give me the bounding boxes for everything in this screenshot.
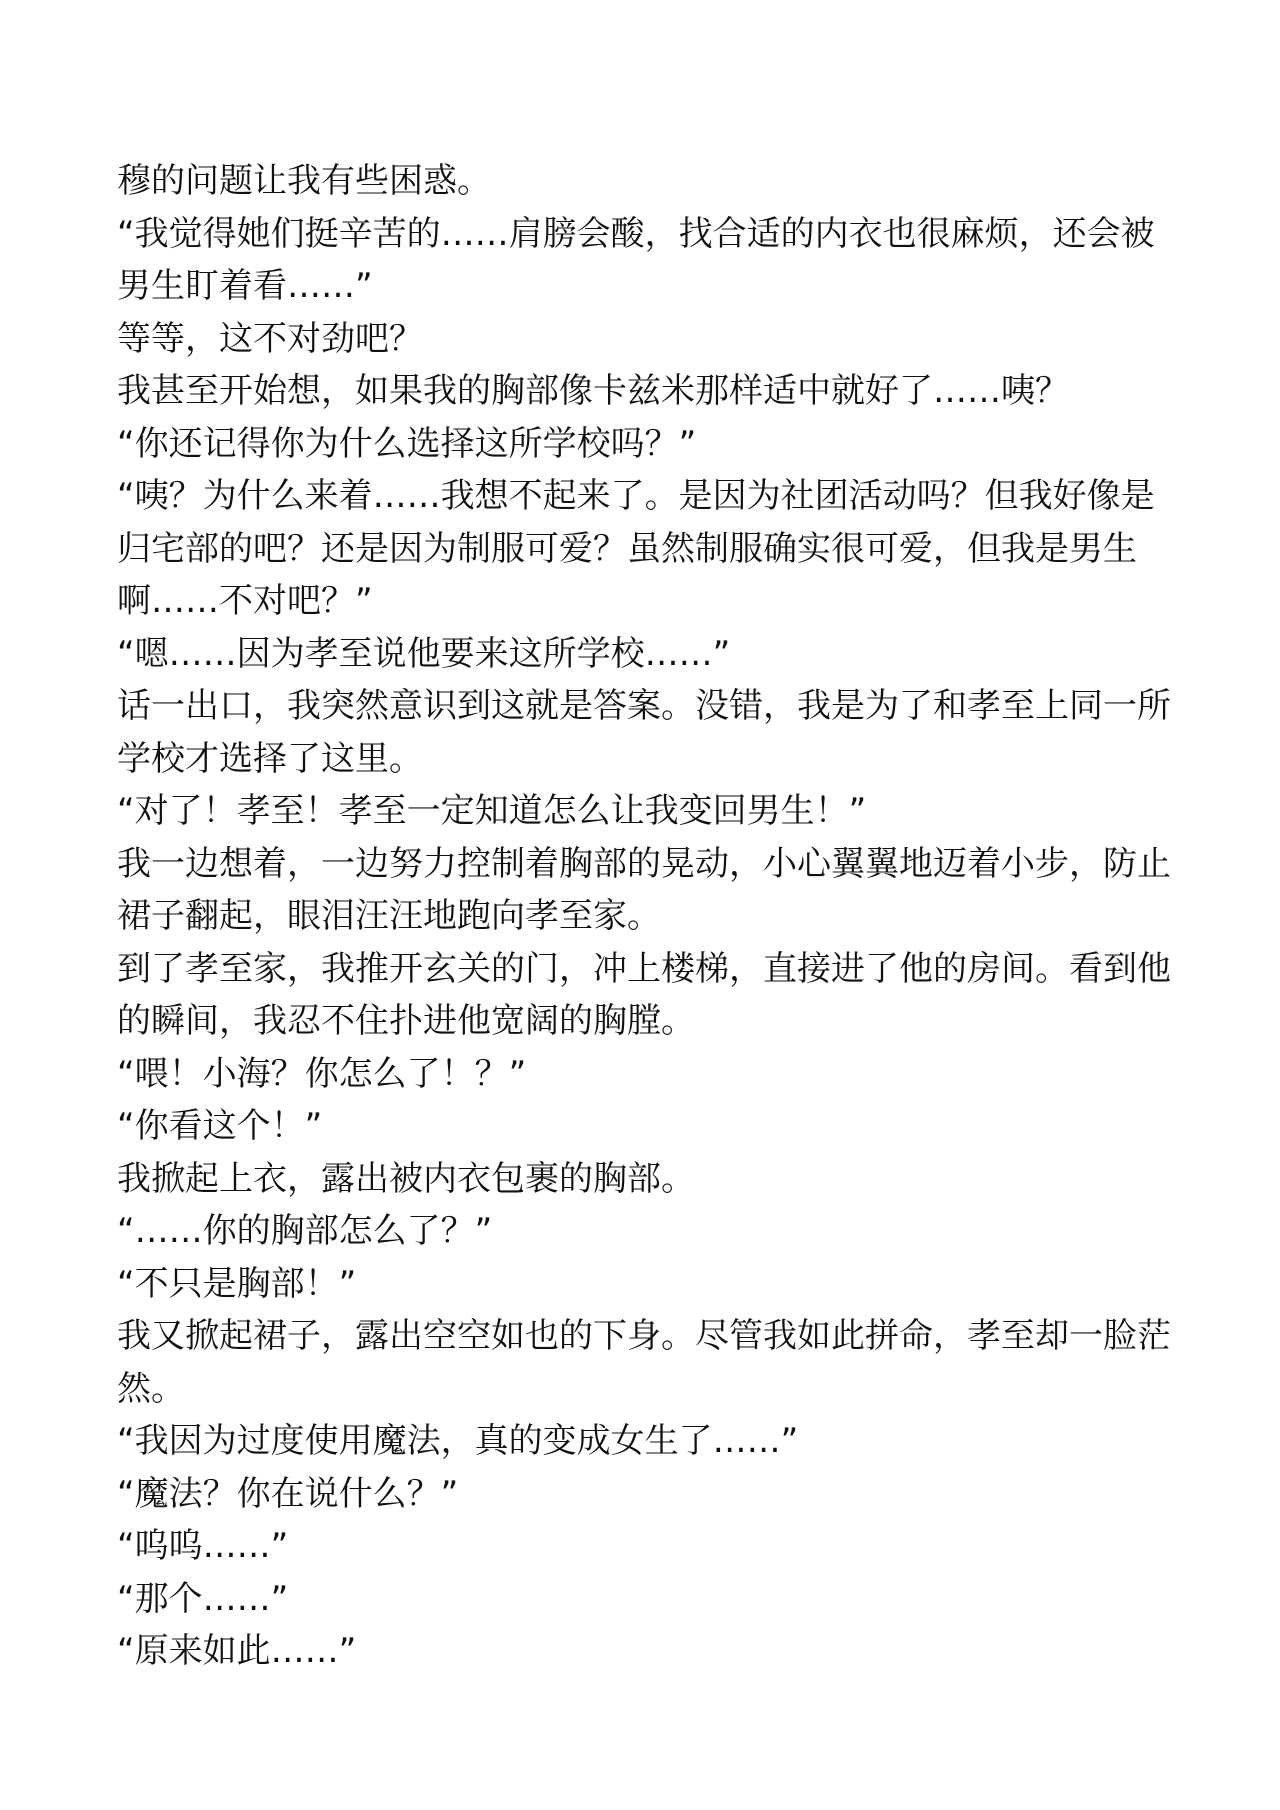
paragraph: 我掀起上衣，露出被内衣包裹的胸部。 (117, 1158, 695, 1199)
paragraph: 等等，这不对劲吧？ (117, 318, 423, 359)
paragraph: “你还记得你为什么选择这所学校吗？” (117, 423, 697, 464)
paragraph: “咦？为什么来着……我想不起来了。是因为社团活动吗？但我好像是归宅部的吧？还是因为制服可爱？虽然制服确实很可爱，但我是男生啊……不对吧？” (117, 476, 1155, 621)
paragraph: 我一边想着，一边努力控制着胸部的晃动，小心翼翼地迈着小步，防止裙子翻起，眼泪汪汪地跑向孝至家。 (117, 843, 1171, 936)
paragraph: “我因为过度使用魔法，真的变成女生了……” (117, 1421, 799, 1461)
paragraph: “嗯……因为孝至说他要来这所学校……” (117, 633, 731, 674)
paragraph: 穆的问题让我有些困惑。 (117, 161, 491, 201)
paragraph: “对了！孝至！孝至一定知道怎么让我变回男生！” (117, 791, 867, 831)
paragraph: 到了孝至家，我推开玄关的门，冲上楼梯，直接进了他的房间。看到他的瞬间，我忍不住扑进他宽阔的胸膛。 (117, 948, 1171, 1041)
paragraph: 我甚至开始想，如果我的胸部像卡兹米那样适中就好了……咦？ (117, 371, 1069, 411)
paragraph: “喂！小海？你怎么了！？” (117, 1053, 527, 1094)
paragraph: “原来如此……” (117, 1631, 357, 1671)
paragraph: “我觉得她们挺辛苦的……肩膀会酸，找合适的内衣也很麻烦，还会被男生盯着看……” (117, 213, 1155, 306)
document-body (117, 155, 1177, 1678)
paragraph: “呜呜……” (117, 1526, 289, 1566)
paragraph: 话一出口，我突然意识到这就是答案。没错，我是为了和孝至上同一所学校才选择了这里。 (117, 686, 1171, 779)
paragraph: 我又掀起裙子，露出空空如也的下身。尽管我如此拼命，孝至却一脸茫然。 (117, 1316, 1171, 1409)
paragraph: “那个……” (117, 1578, 289, 1619)
paragraph: “不只是胸部！” (117, 1263, 357, 1304)
paragraph: “魔法？你在说什么？” (117, 1473, 459, 1514)
paragraph: “……你的胸部怎么了？” (117, 1211, 493, 1251)
paragraph: “你看这个！” (117, 1106, 323, 1146)
